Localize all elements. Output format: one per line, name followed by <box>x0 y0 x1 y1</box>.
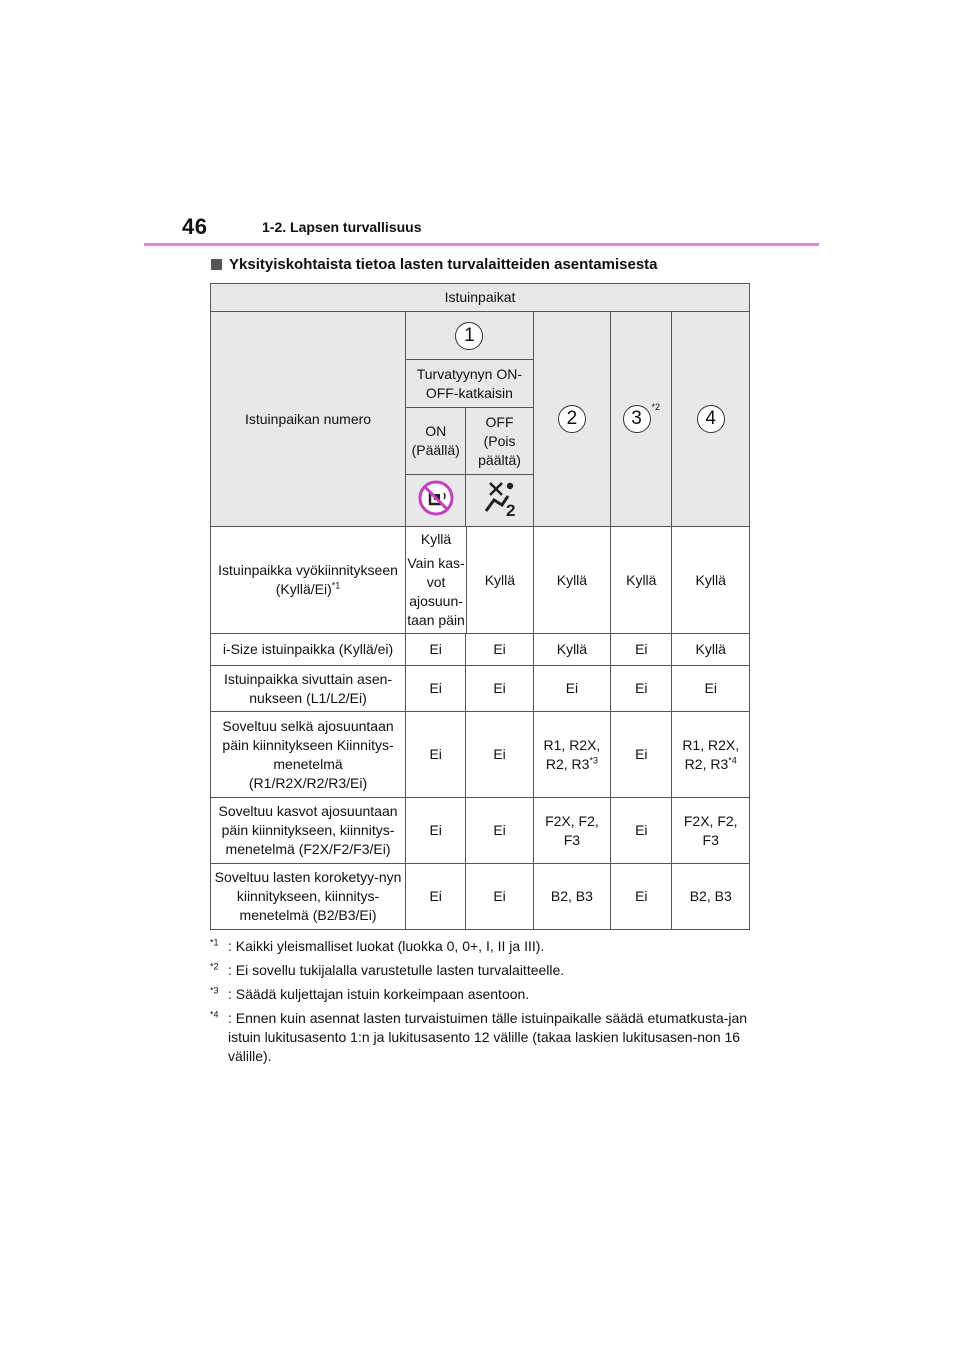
row-label: Istuinpaikka sivuttain asen-nukseen (L1/L2/Ei) <box>211 666 406 712</box>
header-rule <box>144 243 819 246</box>
seat-3-number: 3 <box>623 405 651 433</box>
seat-3-header: 3 *2 <box>611 312 672 527</box>
on-label: ON (Päällä) <box>406 408 466 475</box>
footnotes <box>210 937 755 1071</box>
cell-seat1-on: Ei <box>406 712 466 798</box>
cell-seat1-off: Ei <box>466 798 533 864</box>
table-row <box>211 798 750 864</box>
seat-4-header <box>672 312 750 527</box>
seat-2-header <box>533 312 610 527</box>
cell-seat2: Ei <box>533 666 610 712</box>
table-title: Istuinpaikat <box>211 284 750 312</box>
cell-seat4: F2X, F2, F3 <box>672 798 750 864</box>
cell-seat2: Kyllä <box>533 634 610 666</box>
table-row <box>211 527 750 634</box>
cell-seat3: Ei <box>611 798 672 864</box>
footnote: $^{*2}$ : Ei sovellu tukijalalla varustetulle lasten turvalaitteelle. <box>210 961 565 978</box>
cell-seat3: Ei <box>611 666 672 712</box>
cell-seat1-off: Ei <box>466 634 533 666</box>
airbag-off-icon-digit: 2 <box>505 501 515 518</box>
heading-text: Yksityiskohtaista tietoa lasten turvalaitteiden asentamisesta <box>229 256 658 273</box>
cell-seat3: Ei <box>611 864 672 930</box>
cell-seat1-off: Kyllä <box>466 527 533 633</box>
cell-seat1-on: Ei <box>406 864 466 930</box>
child-seat-prohibited-icon <box>417 479 455 517</box>
airbag-off-icon-cell <box>466 475 533 527</box>
row-header-seat-number: Istuinpaikan numero <box>211 312 406 527</box>
airbag-on-icon-cell <box>406 475 466 527</box>
cell-seat4: R1, R2X, R2, R3$^{*4}$ <box>672 712 750 798</box>
table-row <box>211 634 750 666</box>
seat-4-number: 4 <box>697 405 725 433</box>
cell-seat2: R1, R2X, R2, R3$^{*3}$ <box>533 712 610 798</box>
section-title: 1-2. Lapsen turvallisuus <box>262 219 422 235</box>
cell-seat1-off: Ei <box>466 864 533 930</box>
row-label: Istuinpaikka vyökiinnitykseen (Kyllä/Ei)$^{*1}$ <box>211 527 406 634</box>
seat-1-number: 1 <box>455 322 483 350</box>
cell-seat1-on: Kyllä <box>420 531 452 547</box>
footnote: $^{*1}$ : Kaikki yleismalliset luokat (luokka 0, 0+, I, II ja III). <box>210 937 545 954</box>
cell-seat1-on: Ei <box>406 634 466 666</box>
cell-seat4: Kyllä <box>672 634 750 666</box>
cell-seat2: Kyllä <box>533 527 610 634</box>
cell-seat1-off-note: Vain kas-vot ajosuun-taan päin <box>407 555 465 628</box>
cell-seat3: Ei <box>611 712 672 798</box>
footnote: $^{*4}$ : Ennen kuin asennat lasten turvaistuimen tälle istuinpaikalle säädä etumatkusta-jan istuin lukitusasento 1:n ja lukitusasento 12 välille (takaa laskien lukitusasen-non 16 välille). <box>210 1009 748 1064</box>
row-label: Soveltuu lasten koroketyy-nyn kiinnitykseen, kiinnitys-menetelmä (B2/B3/Ei) <box>211 864 406 930</box>
cell-seat4: Kyllä <box>672 527 750 634</box>
cell-seat1-off: Ei <box>466 666 533 712</box>
seat-1-header <box>406 312 534 360</box>
table-row <box>211 712 750 798</box>
cell-footnote: *4 <box>728 754 737 765</box>
airbag-switch-label: Turvatyynyn ON-OFF-katkaisin <box>406 360 534 408</box>
cell-footnote: *3 <box>589 754 598 765</box>
cell-seat2: B2, B3 <box>533 864 610 930</box>
off-label: OFF (Pois päältä) <box>466 408 533 475</box>
table-row <box>211 666 750 712</box>
square-bullet-icon <box>211 259 222 270</box>
cell-seat1-on: Ei <box>406 798 466 864</box>
row-label: Soveltuu selkä ajosuuntaan päin kiinnitykseen Kiinnitys-menetelmä (R1/R2X/R2/R3/Ei) <box>211 712 406 798</box>
cell-seat4: Ei <box>672 666 750 712</box>
airbag-off-icon <box>480 478 520 518</box>
cell-seat4: B2, B3 <box>672 864 750 930</box>
table-row <box>211 864 750 930</box>
footnote: $^{*3}$ : Säädä kuljettajan istuin korkeimpaan asentoon. <box>210 985 530 1002</box>
row-label: Soveltuu kasvot ajosuuntaan päin kiinnitykseen, kiinnitys-menetelmä (F2X/F2/F3/Ei) <box>211 798 406 864</box>
row-label-footnote: *1 <box>331 580 341 591</box>
cell-seat2: F2X, F2, F3 <box>533 798 610 864</box>
seat-2-number: 2 <box>558 405 586 433</box>
cell-seat3: Kyllä <box>611 527 672 634</box>
seat-table <box>210 283 750 930</box>
cell-seat1-off: Ei <box>466 712 533 798</box>
row-label: i-Size istuinpaikka (Kyllä/ei) <box>211 634 406 666</box>
section-heading <box>211 256 658 273</box>
cell-seat3: Ei <box>611 634 672 666</box>
page-number: 46 <box>182 214 208 239</box>
cell-seat1-on: Ei <box>406 666 466 712</box>
